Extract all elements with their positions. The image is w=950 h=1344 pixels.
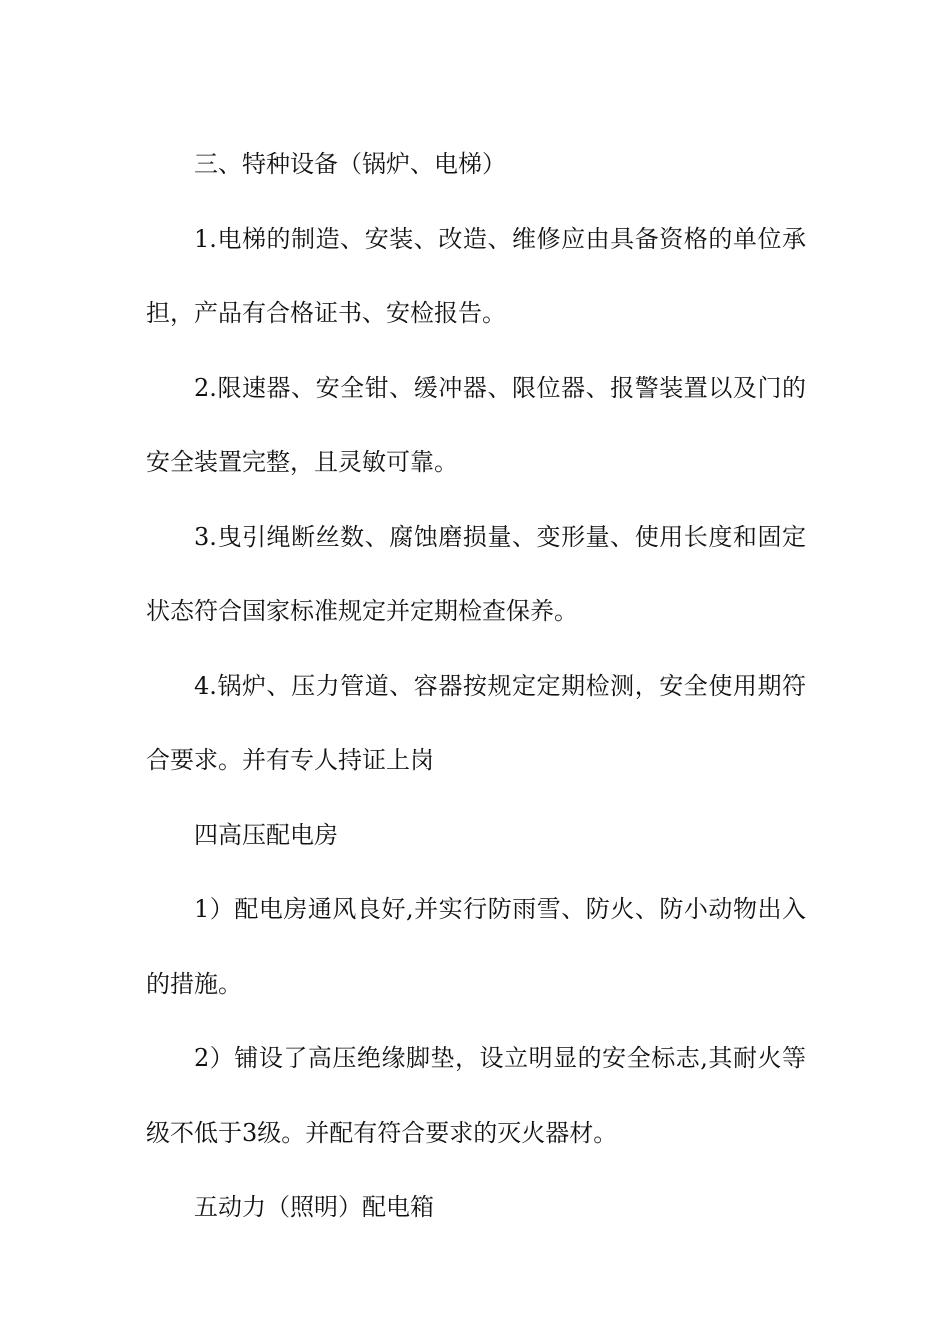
paragraph-room-ventilation: 1）配电房通风良好,并实行防雨雪、防火、防小动物出入的措施。 xyxy=(146,895,806,998)
paragraph-boiler-inspection: 4.锅炉、压力管道、容器按规定定期检测，安全使用期符合要求。并有专人持证上岗 xyxy=(146,671,806,774)
paragraph-safety-devices: 2.限速器、安全钳、缓冲器、限位器、报警装置以及门的安全装置完整，且灵敏可靠。 xyxy=(146,373,806,476)
document-body xyxy=(146,127,806,1245)
section-heading-special-equipment: 三、特种设备（锅炉、电梯） xyxy=(194,150,506,178)
paragraph-elevator-qualification: 1.电梯的制造、安装、改造、维修应由具备资格的单位承担，产品有合格证书、安检报告。 xyxy=(146,224,806,327)
section-heading-high-voltage-room: 四高压配电房 xyxy=(194,820,338,849)
paragraph-insulation-mat: 2）铺设了高压绝缘脚垫，设立明显的安全标志,其耐火等级不低于3级。并配有符合要求的灭火器材。 xyxy=(146,1044,806,1147)
paragraph-traction-rope: 3.曳引绳断丝数、腐蚀磨损量、变形量、使用长度和固定状态符合国家标准规定并定期检查保养。 xyxy=(146,522,806,625)
section-heading-distribution-box: 五动力（照明）配电箱 xyxy=(194,1193,434,1221)
